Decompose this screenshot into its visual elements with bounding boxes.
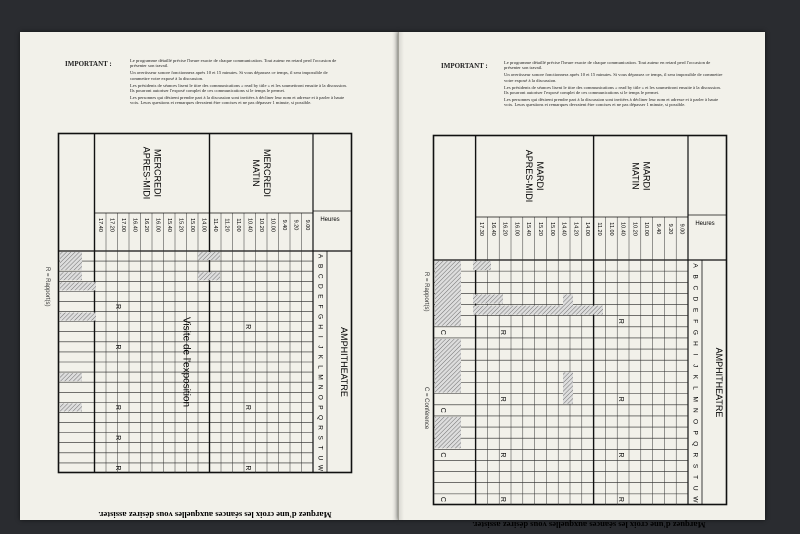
visit-exhibition-text: Visite de l'exposition <box>180 316 192 408</box>
row-letter-W: W <box>316 464 324 472</box>
hatched-cell <box>198 252 220 260</box>
row-letter-D: D <box>316 283 324 289</box>
note-2: Un avertisseur sonore fonctionnera après 10 et 15 minutes. Si vous dépassez ce temps, il sera impossible de commettre votre exposé à la discussion. <box>130 70 328 81</box>
amphitheatre-label: AMPHITHEATRE <box>714 347 725 418</box>
rapport-mark: R <box>244 404 252 410</box>
row-letter-N: N <box>691 407 699 413</box>
time-label: 11.40 <box>211 218 218 232</box>
row-letter-D: D <box>691 296 699 302</box>
row-letter-J: J <box>316 345 324 349</box>
time-label: 16.00 <box>154 218 161 232</box>
row-letter-S: S <box>691 463 699 469</box>
hatched-cell <box>60 313 96 321</box>
row-letter-S: S <box>316 435 324 440</box>
rapport-mark: R <box>244 324 252 330</box>
legend-rapport: R = Rapport(s) <box>423 272 429 312</box>
heures-label: Heures <box>320 217 340 223</box>
row-letter-H: H <box>691 341 699 346</box>
session-label-day: MARDI <box>535 161 546 191</box>
right-page <box>398 32 765 530</box>
note-2: Un avertisseur sonore fonctionnera après 10 et 15 minutes. Si vous dépassez ce temps, il sera impossible de commettre votre exposé à la discussion. <box>504 72 723 83</box>
time-label: 9.00 <box>678 223 685 235</box>
row-letter-U: U <box>316 455 324 461</box>
row-letter-A: A <box>316 253 324 259</box>
rapport-mark: R <box>499 329 507 335</box>
row-letter-I: I <box>691 353 699 356</box>
hatched-cell <box>60 272 82 280</box>
instructions-block <box>504 60 724 109</box>
rapport-mark: R <box>499 452 507 458</box>
grid-border <box>59 134 352 473</box>
note-3: Les présidents de séances lisent le titre des communications « read by title » et les soumettront ensuite à la discussion. Ils pourront autoriser l'exposé complet de ces communications si le temps le permet. <box>130 82 348 94</box>
rapport-mark: R <box>114 344 122 350</box>
row-letter-Q: Q <box>691 441 699 447</box>
hatched-cell <box>473 261 491 270</box>
hatched-cell <box>198 272 220 280</box>
hatched-cell <box>435 339 461 393</box>
time-label: 17.00 <box>119 218 126 232</box>
session-label-part: MATIN <box>250 159 261 187</box>
rapport-mark: R <box>617 452 625 458</box>
row-letter-E: E <box>316 294 324 299</box>
rapport-mark: R <box>499 496 507 502</box>
amphitheatre-label: AMPHITHEATRE <box>339 327 350 397</box>
time-label: 14.40 <box>560 222 567 236</box>
time-label: 14.00 <box>200 218 207 232</box>
time-label: 16.20 <box>501 222 508 236</box>
row-letter-B: B <box>316 263 324 269</box>
instructions-block <box>130 58 348 107</box>
row-letter-P: P <box>316 405 324 410</box>
row-letter-P: P <box>691 430 699 435</box>
legend-conference: C = Conférence <box>423 387 429 430</box>
time-label: 11.00 <box>607 222 614 236</box>
grid-group <box>433 135 727 505</box>
row-letter-T: T <box>691 475 699 480</box>
rapport-mark: R <box>244 465 252 471</box>
hatched-cell <box>435 261 461 326</box>
row-letter-C: C <box>691 285 699 291</box>
time-label: 10.40 <box>246 218 253 232</box>
important-label: IMPORTANT : <box>65 60 112 68</box>
time-label: 15.00 <box>548 222 555 236</box>
schedule-grid-right <box>433 135 727 505</box>
row-letter-K: K <box>316 354 324 360</box>
row-letter-H: H <box>316 324 324 330</box>
schedule-grid-left <box>58 133 352 473</box>
session-label-day: MERCREDI <box>261 148 272 198</box>
time-label: 17.40 <box>96 218 103 232</box>
hatched-cell <box>563 294 573 314</box>
session-label-part: MATIN <box>630 162 641 190</box>
time-label: 9.40 <box>655 223 662 235</box>
time-label: 11.20 <box>596 222 603 236</box>
time-label: 17.20 <box>108 218 115 232</box>
time-label: 15.40 <box>165 218 172 232</box>
time-label: 16.40 <box>489 222 496 236</box>
time-label: 17.30 <box>478 222 485 236</box>
row-letter-W: W <box>691 496 699 503</box>
time-label: 11.20 <box>223 218 230 232</box>
time-label: 10.40 <box>619 222 626 236</box>
row-letter-T: T <box>316 445 324 450</box>
row-letter-N: N <box>316 384 324 390</box>
note-4: Les personnes qui désirent prendre part à la discussion sont invitées à décliner leur nom et adresse et à parler à haute voix. Leurs questions et remarques devraient être concises et ne pas dépasser 1 minute, si possible. <box>130 94 345 106</box>
time-label: 10.00 <box>269 218 276 232</box>
row-letter-O: O <box>316 394 324 400</box>
time-label: 16.00 <box>513 222 520 236</box>
time-label: 14.20 <box>572 222 579 236</box>
rapport-mark: R <box>114 465 122 471</box>
time-label: 16.20 <box>142 218 149 232</box>
footer-instruction: Marquez d'une croix les séances auxquelles vous désirez assister. <box>472 520 706 530</box>
time-label: 15.20 <box>177 218 184 232</box>
time-label: 16.40 <box>131 218 138 232</box>
note-3: Les présidents de séances lisent le titre des communications « read by title » et les soumettront ensuite à la discussion. Ils pourront autoriser l'exposé complet de ces communications si le temps le permet. <box>504 84 722 96</box>
heures-label: Heures <box>695 221 715 227</box>
time-label: 9.00 <box>303 219 310 231</box>
hatched-cell <box>60 282 96 290</box>
row-letter-C: C <box>316 273 324 279</box>
time-label: 9.40 <box>280 219 287 231</box>
rapport-mark: R <box>617 396 625 402</box>
hatched-cell <box>435 417 461 448</box>
row-letter-M: M <box>691 396 699 402</box>
footer-instruction: Marquez d'une croix les séances auxquelles vous désirez assister. <box>98 510 332 520</box>
row-letter-Q: Q <box>316 414 324 421</box>
session-label-day: MERCREDI <box>152 148 163 198</box>
row-letter-B: B <box>691 274 699 279</box>
time-label: 15.20 <box>537 222 544 236</box>
row-letter-I: I <box>316 335 324 338</box>
time-label: 9.20 <box>292 219 299 231</box>
time-label: 14.00 <box>584 222 591 236</box>
conference-mark: C <box>439 329 447 335</box>
left-page <box>20 32 398 520</box>
note-1: Le programme détaillé précise l'heure exacte de chaque communication. Tout auteur en retard perd l'occasion de présenter son travail. <box>130 58 337 69</box>
hatched-cell <box>473 294 503 303</box>
time-label: 10.00 <box>643 222 650 236</box>
grid-group <box>58 133 352 473</box>
time-label: 10.20 <box>631 222 638 236</box>
rapport-mark: R <box>617 496 625 502</box>
row-letter-F: F <box>691 319 699 324</box>
row-letter-G: G <box>316 314 324 320</box>
legend-rapport: R = Rapport(s) <box>44 267 50 307</box>
rapport-mark: R <box>114 303 122 310</box>
row-letter-F: F <box>316 304 324 309</box>
conference-mark: C <box>439 407 447 413</box>
session-label-part: APRES-MIDI <box>524 149 535 203</box>
rapport-mark: R <box>617 318 625 324</box>
hatched-cell <box>563 372 573 403</box>
row-letter-E: E <box>691 307 699 313</box>
row-letter-R: R <box>691 452 699 458</box>
conference-mark: C <box>439 452 447 458</box>
time-label: 15.40 <box>525 222 532 236</box>
session-label-day: MARDI <box>641 161 652 191</box>
row-letter-L: L <box>316 365 324 369</box>
time-label: 11.00 <box>234 218 241 232</box>
note-1: Le programme détaillé précise l'heure exacte de chaque communication. Tout auteur en retard perd l'occasion de présenter son travail. <box>504 60 711 71</box>
time-label: 15.00 <box>188 218 195 232</box>
time-label: 9.20 <box>666 223 673 235</box>
hatched-cell <box>473 306 603 315</box>
row-letter-J: J <box>691 364 699 368</box>
hatched-cell <box>60 403 82 411</box>
note-4: Les personnes qui désirent prendre part à la discussion sont invitées à décliner leur nom et adresse et à parler à haute voix. Leurs questions et remarques devraient être concises et ne pas dépasser 1 minute, si possible. <box>504 96 719 108</box>
row-letter-U: U <box>691 485 699 491</box>
important-label: IMPORTANT : <box>441 62 488 70</box>
hatched-cell <box>60 252 82 270</box>
row-letter-G: G <box>691 329 699 335</box>
rapport-mark: R <box>499 396 507 402</box>
hatched-cell <box>60 373 82 381</box>
row-letter-A: A <box>691 263 699 268</box>
row-letter-K: K <box>691 374 699 380</box>
row-letter-M: M <box>316 374 324 380</box>
row-letter-O: O <box>691 418 699 425</box>
row-letter-R: R <box>316 425 324 430</box>
time-label: 10.20 <box>257 218 264 232</box>
book-gutter <box>392 32 404 520</box>
row-letter-L: L <box>691 386 699 390</box>
rapport-mark: R <box>114 435 122 441</box>
rapport-mark: R <box>114 404 122 410</box>
session-label-part: APRES-MIDI <box>141 146 152 200</box>
conference-mark: C <box>439 496 447 502</box>
